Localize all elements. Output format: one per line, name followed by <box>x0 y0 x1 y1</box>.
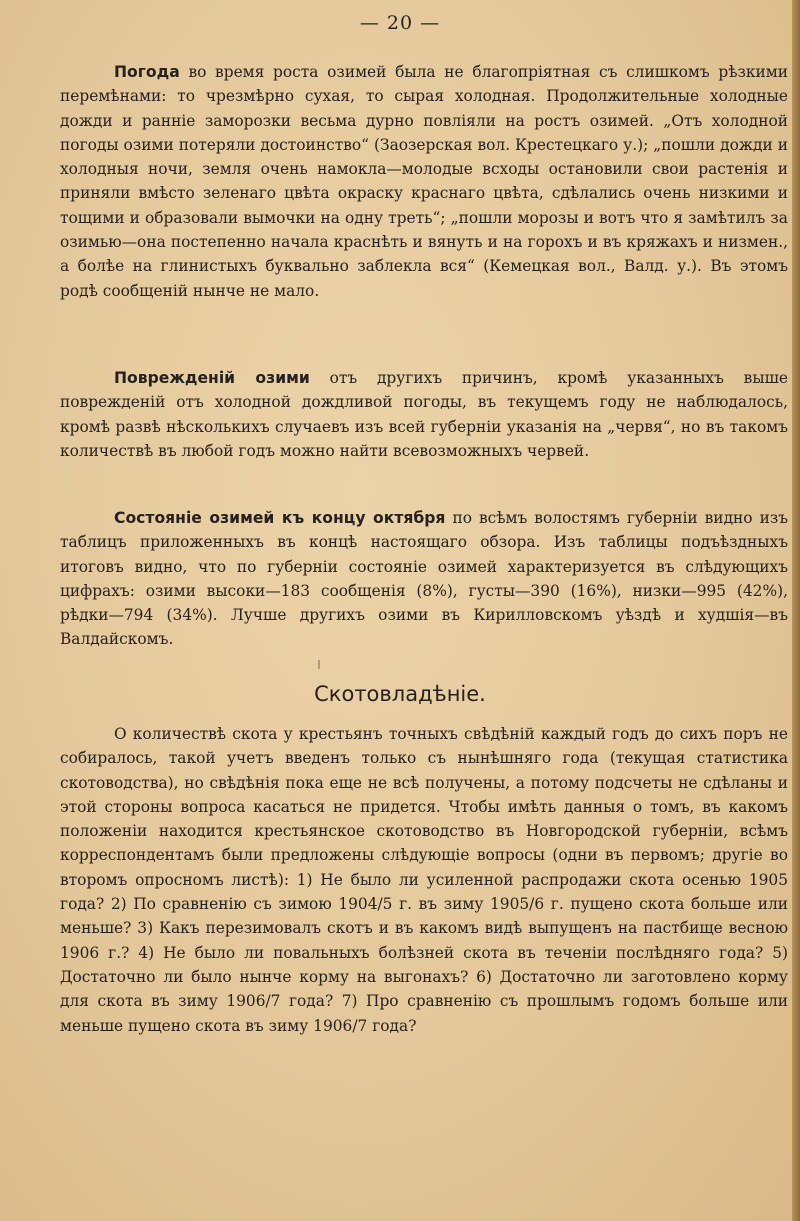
paragraph-damage <box>60 366 788 463</box>
paragraph-damage-lead: Поврежденій озими <box>114 369 310 387</box>
paragraph-condition-lead: Состояніе озимей къ концу октября <box>114 509 446 527</box>
paragraph-condition <box>60 506 788 652</box>
paragraph-damage-text: отъ другихъ причинъ, кромѣ указанныхъ выше поврежденій отъ холодной дождливой погоды, въ текущемъ году не наблюдалось, кромѣ развѣ нѣсколькихъ случаевъ изъ всей губерніи указанія на „червя“, но въ такомъ количествѣ въ любой годъ можно найти всевозможныхъ червей. <box>60 369 789 460</box>
paragraph-weather <box>60 60 788 303</box>
paragraph-weather-lead: Погода <box>114 63 180 81</box>
print-mark <box>318 660 320 669</box>
section-heading: Скотовладѣніе. <box>314 682 486 706</box>
paragraph-livestock: О количествѣ скота у крестьянъ точныхъ свѣдѣній каждый годъ до сихъ поръ не собиралось, такой учетъ введенъ только съ нынѣшняго года (текущая статистика скотоводства), но свѣдѣнія пока еще не всѣ получены, а потому подсчеты не сдѣланы и этой стороны вопроса касаться не придется. Чтобы имѣть данныя о томъ, въ какомъ положеніи находится крестьянское скотоводство въ Новгородской губерніи, всѣмъ корреспондентамъ были предложены слѣдующіе вопросы (одни въ первомъ; другіе во второмъ опросномъ листѣ): 1) Не было ли усиленной распродажи скота осенью 1905 года? 2) По сравненію съ зимою 1904/5 г. въ зиму 1905/6 г. пущено скота больше или меньше? 3) Какъ перезимовалъ скотъ и въ какомъ видѣ выпущенъ на пастбище весною 1906 г.? 4) Не было ли повальныхъ болѣзней скота въ теченіи послѣдняго года? 5) Достаточно ли было нынче корму на выгонахъ? 6) Достаточно ли заготовлено корму для скота въ зиму 1906/7 года? 7) Про сравненію съ прошлымъ годомъ больше или меньше пущено скота въ зиму 1906/7 года? <box>60 725 788 1035</box>
page-number: — 20 — <box>359 12 441 34</box>
page-edge <box>792 0 800 1221</box>
paragraph-weather-text: во время роста озимей была не благопріятная съ слишкомъ рѣзкими перемѣнами: то чрезмѣрно сухая, то сырая холодная. Продолжительные холодные дожди и ранніе заморозки весьма дурно повліяли на ростъ озимей. „Отъ холодной погоды озими потеряли достоинство“ (Заозерская вол. Крестецкаго у.); „пошли дожди и холодныя ночи, земля очень намокла—молодые всходы остановили свои растенія и приняли вмѣсто зеленаго цвѣта окраску краснаго цвѣта, сдѣлались очень низкими и тощими и образовали вымочки на одну треть“; „пошли морозы и вотъ что я замѣтилъ за озимью—она постепенно начала краснѣть и вянуть и на горохъ и въ кряжахъ и низмен., а болѣе на глинистыхъ буквально заблекла вся“ (Кемецкая вол., Валд. у.). Въ этомъ родѣ сообщеній нынче не мало. <box>60 63 788 300</box>
paragraph-condition-text: по всѣмъ волостямъ губерніи видно изъ таблицъ приложенныхъ въ концѣ настоящаго обзора. Изъ таблицы подъѣздныхъ итоговъ видно, что по губерніи состояніе озимей характеризуется въ слѣдующихъ цифрахъ: озими высоки—183 сообщенія (8%), густы—390 (16%), низки—995 (42%), рѣдки—794 (34%). Лучше другихъ озими въ Кирилловскомъ уѣздѣ и худшія—въ Валдайскомъ. <box>60 509 789 649</box>
